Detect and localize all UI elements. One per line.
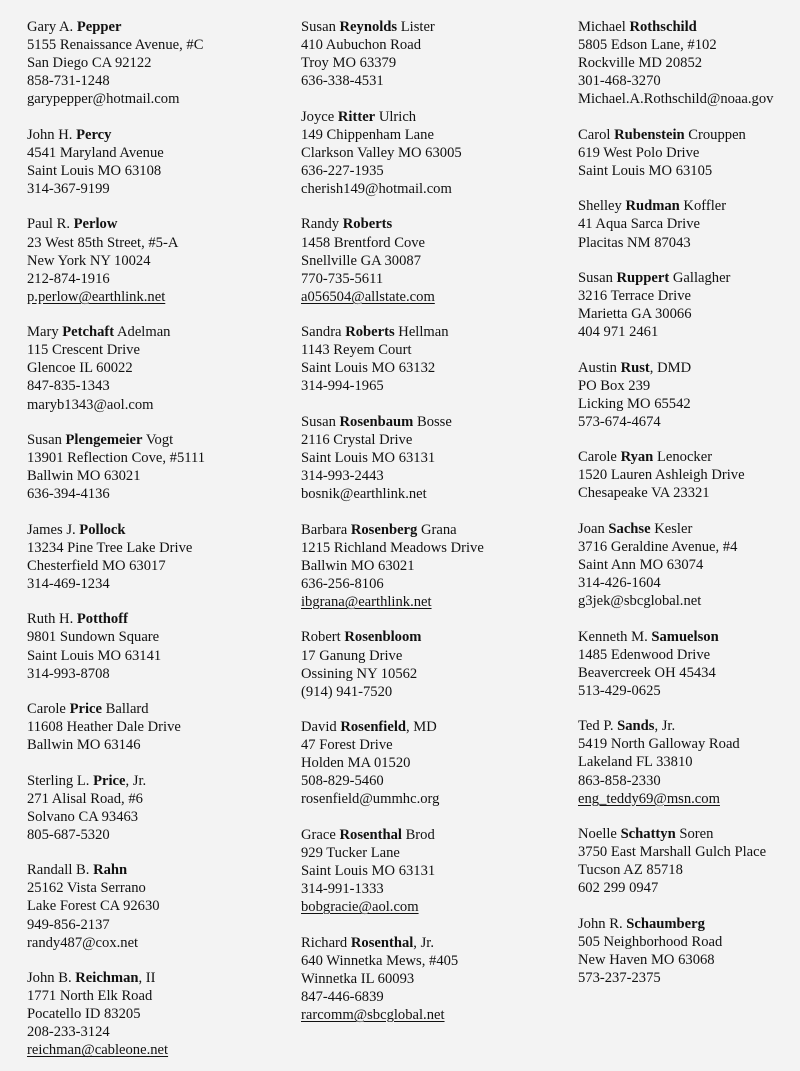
surname: Rothschild: [629, 19, 697, 35]
address-line: 1215 Richland Meadows Drive: [301, 539, 484, 556]
address-line: Ballwin MO 63021: [301, 557, 415, 574]
entry-name: [578, 915, 800, 933]
address-line: 410 Aubuchon Road: [301, 37, 421, 54]
entry-name: [578, 126, 800, 144]
address-line: Ossining NY 10562: [301, 665, 418, 682]
address-line: 5155 Renaissance Avenue, #C: [27, 37, 204, 54]
address-line: Saint Ann MO 63074: [578, 557, 704, 574]
given-name: Carol: [578, 126, 615, 143]
surname: Rahn: [93, 862, 128, 879]
email-line: a056504@allstate.com: [301, 288, 435, 305]
email-line: reichman@cableone.net: [27, 1042, 169, 1059]
given-name: Sterling L.: [27, 772, 94, 789]
given-name: Sandra: [301, 324, 346, 341]
given-name: Richard: [301, 934, 351, 951]
phone-line: 314-994-1965: [301, 378, 384, 395]
directory-entry: [578, 717, 800, 807]
name-suffix: , Jr.: [654, 718, 676, 735]
surname: Samuelson: [651, 628, 719, 645]
entry-name: [578, 825, 800, 843]
entry-name: [27, 431, 292, 449]
address-line: 929 Tucker Lane: [301, 844, 400, 861]
address-line: Lakeland FL 33810: [578, 754, 693, 771]
directory-entry: [27, 861, 292, 951]
phone-line: 636-394-4136: [27, 486, 110, 503]
surname: Price: [93, 772, 126, 789]
surname: Rosenberg: [350, 521, 418, 538]
address-line: 3750 East Marshall Gulch Place: [578, 844, 767, 861]
surname: Sands: [617, 718, 655, 735]
given-name: James J.: [27, 521, 80, 538]
phone-line: 847-835-1343: [27, 378, 110, 395]
entry-name: [27, 861, 292, 879]
directory-entry: [301, 934, 571, 1024]
surname: Petchaft: [62, 324, 115, 341]
entry-name: [301, 521, 571, 539]
name-suffix: Hellman: [394, 324, 449, 341]
directory-entry: [301, 628, 571, 700]
entry-name: [578, 18, 800, 36]
directory-entry: [578, 448, 800, 502]
directory-entry: [578, 197, 800, 251]
directory-entry: [578, 126, 800, 180]
surname: Rosenbaum: [339, 413, 414, 430]
address-line: Holden MA 01520: [301, 755, 411, 772]
directory-entry: [27, 126, 292, 198]
directory-column-1: [27, 18, 292, 1059]
phone-line: 573-237-2375: [578, 970, 661, 986]
phone-line: 602 299 0947: [578, 880, 659, 897]
email-line: Michael.A.Rothschild@noaa.gov: [578, 91, 774, 108]
directory-entry: [578, 18, 800, 108]
phone-line: 858-731-1248: [27, 73, 110, 90]
directory-entry: [578, 520, 800, 610]
phone-line: 636-338-4531: [301, 73, 384, 90]
directory-entry: [301, 323, 571, 395]
address-line: 1143 Reyem Court: [301, 342, 412, 359]
entry-name: [301, 108, 571, 126]
phone-line: 314-993-8708: [27, 665, 110, 682]
directory-entry: [27, 969, 292, 1059]
given-name: John R.: [578, 915, 627, 932]
name-suffix: Brod: [401, 826, 435, 843]
given-name: Joan: [578, 520, 609, 537]
address-line: 1771 North Elk Road: [27, 988, 153, 1005]
surname: Roberts: [342, 216, 393, 233]
address-line: 5419 North Galloway Road: [578, 736, 740, 753]
address-line: New Haven MO 63068: [578, 951, 715, 968]
phone-line: 301-468-3270: [578, 73, 661, 90]
email-line: g3jek@sbcglobal.net: [578, 593, 702, 610]
name-suffix: , Jr.: [413, 934, 434, 951]
email-line: rosenfield@ummhc.org: [301, 791, 440, 808]
entry-name: [301, 323, 571, 341]
surname: Rosenthal: [339, 826, 402, 843]
directory-entry: [301, 18, 571, 90]
email-line: p.perlow@earthlink.net: [27, 288, 166, 305]
phone-line: 636-227-1935: [301, 162, 384, 179]
address-line: Chesterfield MO 63017: [27, 557, 166, 574]
address-line: Licking MO 65542: [578, 395, 691, 412]
address-line: Marietta GA 30066: [578, 306, 692, 323]
entry-name: [578, 269, 800, 287]
given-name: John H.: [27, 126, 77, 143]
address-line: 1485 Edenwood Drive: [578, 646, 711, 663]
phone-line: 770-735-5611: [301, 270, 384, 287]
address-line: Ballwin MO 63146: [27, 737, 141, 754]
directory-entry: [301, 826, 571, 916]
entry-name: [578, 628, 800, 646]
surname: Rust: [620, 359, 650, 376]
given-name: Randall B.: [27, 862, 94, 879]
address-line: Saint Louis MO 63131: [301, 450, 436, 467]
surname: Rubenstein: [614, 126, 685, 143]
address-line: New York NY 10024: [27, 252, 151, 269]
name-suffix: Vogt: [142, 431, 174, 448]
address-line: Saint Louis MO 63132: [301, 360, 436, 377]
address-line: Chesapeake VA 23321: [578, 485, 710, 502]
given-name: Carole: [578, 449, 621, 466]
surname: Sachse: [608, 520, 651, 537]
phone-line: 314-993-2443: [301, 468, 384, 485]
directory-entry: [301, 108, 571, 198]
email-line: garypepper@hotmail.com: [27, 91, 180, 108]
address-line: 23 West 85th Street, #5-A: [27, 234, 179, 251]
directory-entry: [578, 269, 800, 341]
email-line: ibgrana@earthlink.net: [301, 594, 432, 611]
address-line: 25162 Vista Serrano: [27, 880, 146, 897]
email-line: bosnik@earthlink.net: [301, 486, 427, 503]
given-name: Joyce: [301, 108, 338, 125]
entry-name: [27, 18, 292, 36]
entry-name: [27, 700, 292, 718]
address-line: 640 Winnetka Mews, #405: [301, 952, 459, 969]
surname: Plengemeier: [65, 431, 143, 448]
directory-entry: [27, 431, 292, 503]
directory-entry: [27, 18, 292, 108]
given-name: Noelle: [578, 826, 621, 843]
address-line: Placitas NM 87043: [578, 234, 691, 251]
name-suffix: Crouppen: [684, 126, 746, 143]
address-line: 41 Aqua Sarca Drive: [578, 216, 700, 233]
given-name: Kenneth M.: [578, 628, 652, 645]
phone-line: 314-469-1234: [27, 575, 110, 592]
surname: Perlow: [73, 216, 118, 233]
address-line: Saint Louis MO 63108: [27, 162, 162, 179]
entry-name: [301, 413, 571, 431]
address-line: Pocatello ID 83205: [27, 1006, 141, 1023]
name-suffix: Soren: [675, 826, 714, 843]
given-name: Barbara: [301, 521, 351, 538]
directory-entry: [578, 359, 800, 431]
address-line: Ballwin MO 63021: [27, 468, 141, 485]
given-name: Gary A.: [27, 19, 77, 35]
surname: Schaumberg: [626, 915, 705, 932]
directory-entry: [578, 825, 800, 897]
directory-column-3: [578, 18, 800, 987]
email-line: cherish149@hotmail.com: [301, 181, 452, 198]
name-suffix: Bosse: [413, 413, 452, 430]
surname: Ryan: [620, 449, 654, 466]
name-suffix: Lenocker: [653, 449, 713, 466]
name-suffix: Koffler: [679, 198, 727, 215]
address-line: Glencoe IL 60022: [27, 360, 133, 377]
directory-entry: [27, 772, 292, 844]
address-line: 505 Neighborhood Road: [578, 933, 723, 950]
name-suffix: , II: [138, 970, 156, 986]
surname: Reichman: [75, 970, 139, 986]
email-line: rarcomm@sbcglobal.net: [301, 1006, 445, 1023]
name-suffix: Kesler: [650, 520, 693, 537]
address-line: 17 Ganung Drive: [301, 647, 403, 664]
entry-name: [578, 520, 800, 538]
phone-line: 314-367-9199: [27, 181, 110, 198]
address-line: 271 Alisal Road, #6: [27, 790, 143, 807]
address-line: Snellville GA 30087: [301, 252, 421, 269]
phone-line: 573-674-4674: [578, 413, 661, 430]
address-line: Winnetka IL 60093: [301, 970, 415, 987]
phone-line: 949-856-2137: [27, 916, 110, 933]
surname: Schattyn: [620, 826, 676, 843]
phone-line: (914) 941-7520: [301, 683, 393, 700]
entry-name: [578, 717, 800, 735]
address-line: Tucson AZ 85718: [578, 862, 683, 879]
given-name: Ted P.: [578, 718, 618, 735]
phone-line: 314-426-1604: [578, 575, 661, 592]
given-name: Susan: [578, 269, 617, 286]
phone-line: 805-687-5320: [27, 826, 110, 843]
address-line: 13234 Pine Tree Lake Drive: [27, 539, 193, 556]
entry-name: [27, 323, 292, 341]
phone-line: 636-256-8106: [301, 575, 384, 592]
directory-entry: [578, 628, 800, 700]
name-suffix: , MD: [406, 719, 437, 736]
address-line: Rockville MD 20852: [578, 55, 703, 72]
phone-line: 847-446-6839: [301, 988, 384, 1005]
directory-entry: [301, 413, 571, 503]
given-name: Shelley: [578, 198, 626, 215]
name-suffix: Adelman: [114, 324, 171, 341]
name-suffix: Grana: [417, 521, 457, 538]
given-name: Susan: [301, 19, 340, 35]
phone-line: 208-233-3124: [27, 1024, 110, 1041]
address-line: Saint Louis MO 63131: [301, 863, 436, 880]
address-line: 2116 Crystal Drive: [301, 431, 413, 448]
entry-name: [301, 628, 571, 646]
address-line: PO Box 239: [578, 377, 651, 394]
address-line: 149 Chippenham Lane: [301, 126, 434, 143]
address-line: 5805 Edson Lane, #102: [578, 37, 717, 54]
entry-name: [301, 826, 571, 844]
surname: Pollock: [79, 521, 126, 538]
address-line: Clarkson Valley MO 63005: [301, 144, 462, 161]
entry-name: [27, 215, 292, 233]
surname: Potthoff: [76, 611, 128, 628]
directory-entry: [301, 718, 571, 808]
name-suffix: , Jr.: [125, 772, 147, 789]
name-suffix: Lister: [397, 19, 435, 35]
given-name: Carole: [27, 700, 70, 717]
email-line: maryb1343@aol.com: [27, 396, 154, 413]
name-suffix: Ulrich: [375, 108, 417, 125]
surname: Percy: [76, 126, 112, 143]
phone-line: 212-874-1916: [27, 270, 110, 287]
entry-name: [301, 18, 571, 36]
directory-entry: [27, 323, 292, 413]
entry-name: [301, 934, 571, 952]
address-line: Saint Louis MO 63105: [578, 162, 713, 179]
directory-entry: [27, 610, 292, 682]
address-line: Solvano CA 93463: [27, 808, 139, 825]
surname: Rosenbloom: [344, 629, 422, 646]
given-name: Randy: [301, 216, 343, 233]
directory-column-2: [301, 18, 571, 1024]
entry-name: [27, 969, 292, 987]
directory-entry: [27, 521, 292, 593]
name-suffix: Ballard: [101, 700, 149, 717]
address-line: Troy MO 63379: [301, 55, 397, 72]
surname: Pepper: [76, 19, 122, 35]
given-name: Susan: [27, 431, 66, 448]
given-name: Grace: [301, 826, 340, 843]
entry-name: [301, 718, 571, 736]
directory-entry: [27, 700, 292, 754]
surname: Ritter: [337, 108, 376, 125]
email-line: eng_teddy69@msn.com: [578, 790, 720, 807]
phone-line: 513-429-0625: [578, 682, 661, 699]
address-line: 47 Forest Drive: [301, 737, 393, 754]
address-line: 4541 Maryland Avenue: [27, 144, 164, 161]
address-line: 13901 Reflection Cove, #5111: [27, 450, 206, 467]
address-line: 115 Crescent Drive: [27, 342, 140, 359]
given-name: Paul R.: [27, 216, 74, 233]
given-name: Mary: [27, 324, 63, 341]
directory-entry: [301, 215, 571, 305]
name-suffix: Gallagher: [669, 269, 731, 286]
address-line: Saint Louis MO 63141: [27, 647, 162, 664]
given-name: Austin: [578, 359, 621, 376]
email-line: bobgracie@aol.com: [301, 899, 419, 916]
phone-line: 863-858-2330: [578, 772, 661, 789]
directory-entry: [27, 215, 292, 305]
surname: Rosenfield: [340, 719, 406, 736]
given-name: Robert: [301, 629, 345, 646]
entry-name: [27, 610, 292, 628]
surname: Roberts: [345, 324, 395, 341]
surname: Rudman: [625, 198, 680, 215]
address-line: 619 West Polo Drive: [578, 144, 700, 161]
given-name: Susan: [301, 413, 340, 430]
entry-name: [27, 772, 292, 790]
email-line: randy487@cox.net: [27, 934, 139, 951]
directory-entry: [578, 915, 800, 987]
surname: Rosenthal: [350, 934, 414, 951]
phone-line: 314-991-1333: [301, 881, 384, 898]
directory-entry: [301, 521, 571, 611]
phone-line: 404 971 2461: [578, 324, 659, 341]
address-line: 1520 Lauren Ashleigh Drive: [578, 467, 745, 484]
entry-name: [578, 197, 800, 215]
name-suffix: , DMD: [649, 359, 692, 376]
address-line: 1458 Brentford Cove: [301, 234, 426, 251]
entry-name: [578, 448, 800, 466]
surname: Reynolds: [339, 19, 398, 35]
given-name: David: [301, 719, 341, 736]
address-line: San Diego CA 92122: [27, 55, 152, 72]
entry-name: [27, 521, 292, 539]
address-line: Lake Forest CA 92630: [27, 898, 160, 915]
surname: Ruppert: [616, 269, 670, 286]
entry-name: [301, 215, 571, 233]
address-line: Beavercreek OH 45434: [578, 664, 716, 681]
surname: Price: [69, 700, 102, 717]
address-line: 9801 Sundown Square: [27, 629, 160, 646]
address-line: 3716 Geraldine Avenue, #4: [578, 538, 738, 555]
given-name: John B.: [27, 970, 76, 986]
address-line: 3216 Terrace Drive: [578, 288, 691, 305]
entry-name: [578, 359, 800, 377]
phone-line: 508-829-5460: [301, 773, 384, 790]
address-line: 11608 Heather Dale Drive: [27, 719, 181, 736]
given-name: Ruth H.: [27, 611, 77, 628]
entry-name: [27, 126, 292, 144]
given-name: Michael: [578, 19, 630, 35]
